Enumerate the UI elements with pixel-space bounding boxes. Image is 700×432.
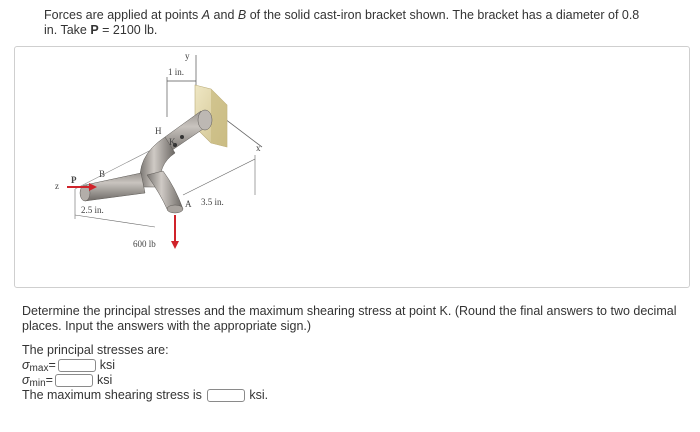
answers-section <box>22 344 422 404</box>
equals-sign: = <box>45 373 53 387</box>
dim-1in-label: 1 in. <box>168 67 185 77</box>
force-600lb-arrowhead <box>171 241 179 249</box>
problem-text: of the solid cast-iron bracket shown. The bracket has a diameter of 0.8 <box>246 8 640 22</box>
axis-y-label: y <box>185 51 190 61</box>
sigma-min-unit: ksi <box>96 373 113 387</box>
max-shear-input[interactable] <box>207 389 245 402</box>
sigma-max-subscript: max <box>29 363 49 374</box>
force-p-label: P <box>71 175 77 185</box>
dim-3-5in-label: 3.5 in. <box>201 197 224 207</box>
point-b-label: B <box>237 8 247 22</box>
sigma-max-input[interactable] <box>58 359 96 372</box>
sigma-min-row <box>22 374 422 387</box>
wall-support-side <box>211 89 227 147</box>
bracket-end-a <box>167 205 183 213</box>
dim-2-5in-line <box>75 215 155 227</box>
sigma-symbol: σ <box>22 373 30 387</box>
sigma-max-row <box>22 359 422 372</box>
p-value: = 2100 lb. <box>98 23 158 37</box>
question-text: Determine the principal stresses and the maximum shearing stress at point K. (Round the final answers to two decimal places. Input the answers with the appropriate sign.) <box>22 304 677 333</box>
sigma-min-input[interactable] <box>55 374 93 387</box>
max-shear-row <box>22 389 422 402</box>
max-shear-unit: ksi. <box>249 388 269 402</box>
bracket-arm-down <box>147 171 183 209</box>
point-k-label: K <box>169 137 176 147</box>
p-symbol: P <box>90 23 99 37</box>
dim-2-5in-label: 2.5 in. <box>81 205 104 215</box>
max-shear-label: The maximum shearing stress is <box>22 388 202 402</box>
figure-panel <box>14 46 690 288</box>
point-h-label: H <box>155 126 162 136</box>
bracket-figure <box>15 47 689 287</box>
problem-statement <box>44 8 664 38</box>
point-k-marker <box>180 135 184 139</box>
axis-z-label: z <box>55 181 59 191</box>
problem-text: Forces are applied at points <box>44 8 202 22</box>
problem-text: in. Take <box>44 23 91 37</box>
point-a-label: A <box>185 199 192 209</box>
dim-3-5in-line <box>183 159 255 195</box>
sigma-min-subscript: min <box>29 378 46 389</box>
problem-text: and <box>210 8 238 22</box>
equals-sign: = <box>48 358 56 372</box>
force-600lb-label: 600 lb <box>133 239 156 249</box>
principal-heading-text: The principal stresses are: <box>22 343 169 357</box>
point-a-label: A <box>201 8 211 22</box>
sigma-symbol: σ <box>22 358 30 372</box>
axis-x-label: x <box>256 143 261 153</box>
principal-heading <box>22 344 422 357</box>
bracket-arm-end <box>198 110 212 130</box>
point-b-label: B <box>99 169 106 179</box>
sigma-max-unit: ksi <box>99 358 116 372</box>
